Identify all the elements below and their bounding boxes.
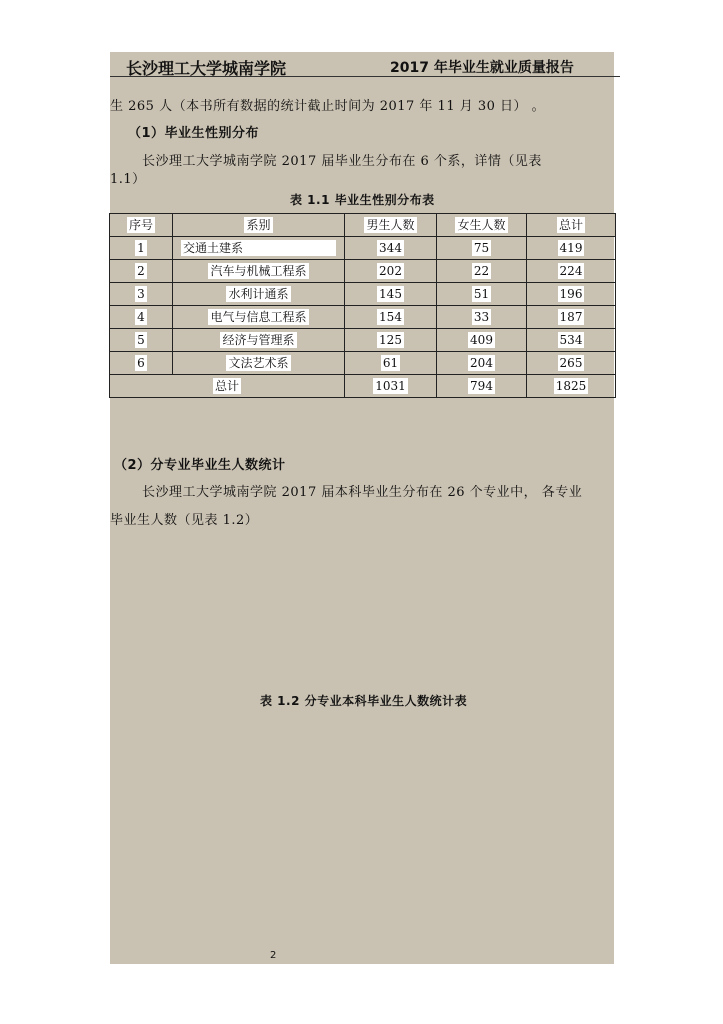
- gender-distribution-table: [109, 213, 616, 398]
- page-number: 2: [270, 950, 277, 961]
- row-department: 水利计通系: [173, 283, 345, 306]
- row-female: 51: [437, 283, 527, 306]
- table-row: [110, 260, 616, 283]
- header-report-title: 2017 年毕业生就业质量报告: [390, 60, 574, 76]
- section1-paragraph-line2: 1.1）: [110, 172, 146, 187]
- section2-paragraph-line2: 毕业生人数（见表 1.2）: [110, 513, 259, 528]
- row-female: 409: [437, 329, 527, 352]
- table-row: [110, 306, 616, 329]
- row-total: 224: [527, 260, 616, 283]
- row-department: 经济与管理系: [173, 329, 345, 352]
- row-female: 22: [437, 260, 527, 283]
- section1-paragraph-line1: 长沙理工大学城南学院 2017 届毕业生分布在 6 个系，详情（见表: [142, 154, 542, 169]
- table-row: [110, 237, 616, 260]
- table-row: [110, 283, 616, 306]
- row-total: 187: [527, 306, 616, 329]
- col-header-index: 序号: [110, 214, 173, 237]
- row-index: 6: [110, 352, 173, 375]
- row-female: 204: [437, 352, 527, 375]
- total-female: 794: [437, 375, 527, 398]
- row-male: 145: [345, 283, 437, 306]
- row-index: 4: [110, 306, 173, 329]
- header-divider: [110, 76, 620, 77]
- row-total: 196: [527, 283, 616, 306]
- col-header-female: 女生人数: [437, 214, 527, 237]
- row-male: 344: [345, 237, 437, 260]
- header-school-name: 长沙理工大学城南学院: [126, 59, 287, 78]
- total-male: 1031: [345, 375, 437, 398]
- row-department: 交通土建系: [173, 237, 345, 260]
- row-female: 33: [437, 306, 527, 329]
- page-background: [110, 52, 614, 964]
- row-male: 125: [345, 329, 437, 352]
- col-header-male: 男生人数: [345, 214, 437, 237]
- row-index: 3: [110, 283, 173, 306]
- row-total: 419: [527, 237, 616, 260]
- table-total-row: [110, 375, 616, 398]
- row-department: 汽车与机械工程系: [173, 260, 345, 283]
- table-header-row: [110, 214, 616, 237]
- col-header-department: 系别: [173, 214, 345, 237]
- row-total: 534: [527, 329, 616, 352]
- row-department: 电气与信息工程系: [173, 306, 345, 329]
- row-department: 文法艺术系: [173, 352, 345, 375]
- row-male: 61: [345, 352, 437, 375]
- row-male: 154: [345, 306, 437, 329]
- section2-paragraph-line1: 长沙理工大学城南学院 2017 届本科毕业生分布在 26 个专业中， 各专业: [142, 485, 583, 500]
- table2-caption: 表 1.2 分专业本科毕业生人数统计表: [260, 694, 468, 708]
- row-male: 202: [345, 260, 437, 283]
- row-female: 75: [437, 237, 527, 260]
- row-index: 1: [110, 237, 173, 260]
- page-header: [110, 52, 614, 78]
- row-index: 2: [110, 260, 173, 283]
- table1-caption: 表 1.1 毕业生性别分布表: [290, 193, 435, 207]
- total-all: 1825: [527, 375, 616, 398]
- section1-heading: （1）毕业生性别分布: [128, 126, 260, 141]
- table-row: [110, 329, 616, 352]
- section2-heading: （2）分专业毕业生人数统计: [114, 458, 286, 473]
- row-total: 265: [527, 352, 616, 375]
- intro-line: 生 265 人（本书所有数据的统计截止时间为 2017 年 11 月 30 日） 。: [110, 99, 546, 114]
- col-header-total: 总计: [527, 214, 616, 237]
- row-index: 5: [110, 329, 173, 352]
- table-row: [110, 352, 616, 375]
- total-label: 总计: [110, 375, 345, 398]
